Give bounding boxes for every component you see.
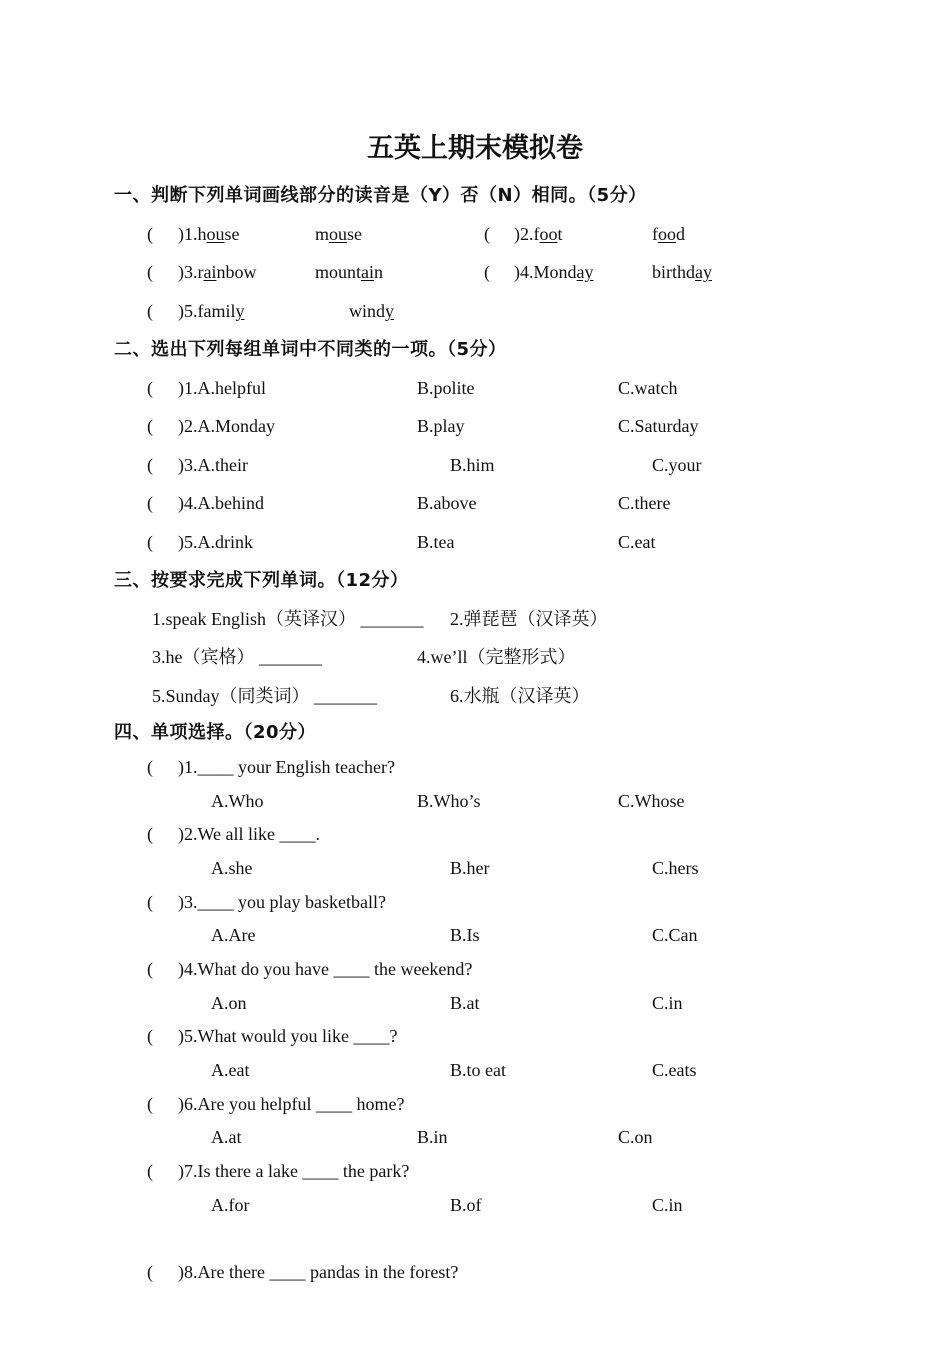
s3-item-4: 4.we’ll（完整形式） [417, 647, 576, 668]
s4-q4-option-a: A.on [211, 993, 247, 1013]
section-4-heading: 四、单项选择。（20分） [114, 722, 317, 743]
page-title: 五英上期末模拟卷 [367, 133, 583, 164]
s2-q3-paren: ( [147, 455, 153, 475]
s4-q2-option-c: C.hers [652, 858, 699, 878]
s4-q6-option-b: B.in [417, 1127, 448, 1147]
s2-q2-option-a: )2.A.Monday [178, 416, 275, 436]
s2-q3-option-a: )3.A.their [178, 455, 248, 475]
s1-q3-word: )3.rainbow [178, 262, 257, 282]
s1-q5-paren: ( [147, 301, 153, 321]
s4-q6-question: )6.Are you helpful ____ home? [178, 1094, 405, 1114]
section-2-heading: 二、选出下列每组单词中不同类的一项。（5分） [114, 339, 507, 360]
s4-q7-option-b: B.of [450, 1195, 482, 1215]
s4-q1-paren: ( [147, 757, 153, 777]
s4-q3-question: )3.____ you play basketball? [178, 892, 386, 912]
s3-item-2: 2.弹琵琶（汉译英） [450, 609, 608, 630]
s1-q2-paren: ( [484, 224, 490, 244]
s4-q6-option-c: C.on [618, 1127, 653, 1147]
s4-q8-question: )8.Are there ____ pandas in the forest? [178, 1262, 459, 1282]
s4-q5-option-b: B.to eat [450, 1060, 506, 1080]
s4-q7-question: )7.Is there a lake ____ the park? [178, 1161, 410, 1181]
s2-q1-paren: ( [147, 378, 153, 398]
s4-q2-option-a: A.she [211, 858, 253, 878]
s2-q5-option-c: C.eat [618, 532, 656, 552]
s4-q6-paren: ( [147, 1094, 153, 1114]
s1-q1-compare: mouse [315, 224, 363, 244]
s4-q8-paren: ( [147, 1262, 153, 1282]
s4-q5-paren: ( [147, 1026, 153, 1046]
section-3-heading: 三、按要求完成下列单词。（12分） [114, 570, 409, 591]
s1-q1-word: )1.house [178, 224, 240, 244]
s4-q1-option-a: A.Who [211, 791, 264, 811]
s4-q6-option-a: A.at [211, 1127, 242, 1147]
s1-q1-paren: ( [147, 224, 153, 244]
s4-q5-option-c: C.eats [652, 1060, 697, 1080]
s2-q4-option-b: B.above [417, 493, 477, 513]
s4-q1-option-c: C.Whose [618, 791, 685, 811]
s2-q3-option-b: B.him [450, 455, 495, 475]
s4-q5-option-a: A.eat [211, 1060, 250, 1080]
s1-q2-word: )2.foot [514, 224, 563, 244]
s3-item-3: 3.he（宾格） _______ [152, 647, 322, 668]
s4-q7-paren: ( [147, 1161, 153, 1181]
s2-q1-option-b: B.polite [417, 378, 475, 398]
s4-q4-paren: ( [147, 959, 153, 979]
s4-q7-option-a: A.for [211, 1195, 250, 1215]
s2-q2-paren: ( [147, 416, 153, 436]
s1-q5-compare: windy [349, 301, 394, 321]
s2-q1-option-c: C.watch [618, 378, 678, 398]
s1-q5-word: )5.family [178, 301, 245, 321]
s4-q4-question: )4.What do you have ____ the weekend? [178, 959, 473, 979]
s2-q5-option-b: B.tea [417, 532, 455, 552]
s4-q4-option-c: C.in [652, 993, 683, 1013]
s2-q4-option-a: )4.A.behind [178, 493, 264, 513]
s4-q5-question: )5.What would you like ____? [178, 1026, 398, 1046]
s1-q4-compare: birthday [652, 262, 712, 282]
s4-q3-option-a: A.Are [211, 925, 256, 945]
s1-q3-compare: mountain [315, 262, 384, 282]
s2-q1-option-a: )1.A.helpful [178, 378, 266, 398]
s2-q4-paren: ( [147, 493, 153, 513]
s1-q3-paren: ( [147, 262, 153, 282]
s4-q1-question: )1.____ your English teacher? [178, 757, 395, 777]
s2-q4-option-c: C.there [618, 493, 671, 513]
s2-q2-option-c: C.Saturday [618, 416, 699, 436]
s2-q5-paren: ( [147, 532, 153, 552]
s4-q4-option-b: B.at [450, 993, 480, 1013]
s2-q3-option-c: C.your [652, 455, 702, 475]
s3-item-5: 5.Sunday（同类词） _______ [152, 686, 377, 707]
s3-item-1: 1.speak English（英译汉） _______ [152, 609, 424, 630]
s3-item-6: 6.水瓶（汉译英） [450, 686, 590, 707]
s4-q1-option-b: B.Who’s [417, 791, 481, 811]
s4-q2-question: )2.We all like ____. [178, 824, 321, 844]
s4-q2-option-b: B.her [450, 858, 490, 878]
s4-q3-paren: ( [147, 892, 153, 912]
s4-q2-paren: ( [147, 824, 153, 844]
s1-q2-compare: food [652, 224, 685, 244]
s1-q4-paren: ( [484, 262, 490, 282]
s4-q3-option-c: C.Can [652, 925, 698, 945]
s2-q5-option-a: )5.A.drink [178, 532, 253, 552]
section-1-heading: 一、判断下列单词画线部分的读音是（Y）否（N）相同。（5分） [114, 185, 647, 206]
s4-q7-option-c: C.in [652, 1195, 683, 1215]
s4-q3-option-b: B.Is [450, 925, 480, 945]
s2-q2-option-b: B.play [417, 416, 465, 436]
s1-q4-word: )4.Monday [514, 262, 594, 282]
